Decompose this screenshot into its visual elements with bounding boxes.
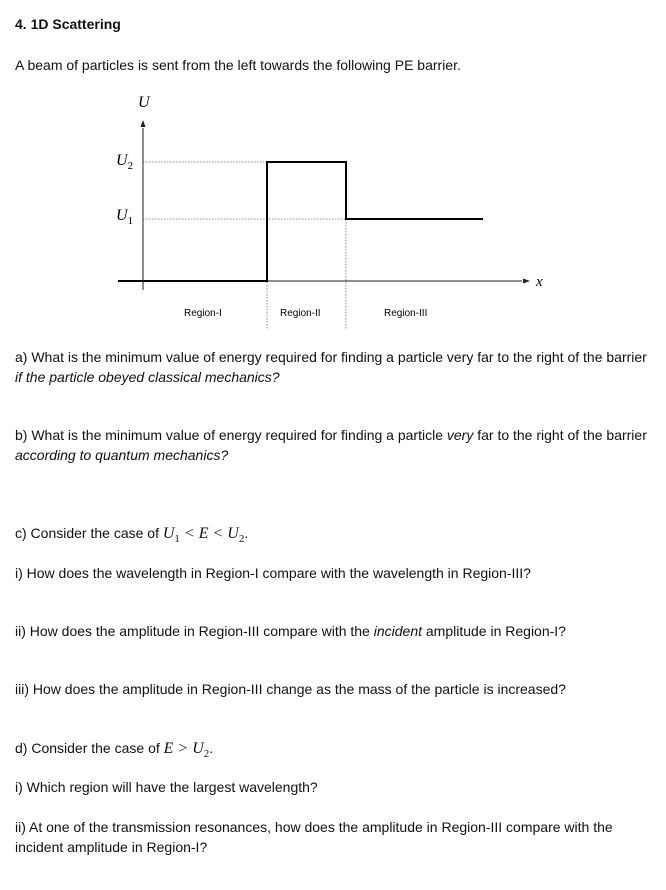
question-c-u1: U <box>162 525 175 542</box>
question-c-suffix: . <box>244 525 249 541</box>
section-heading: 4. 1D Scattering <box>15 16 121 32</box>
question-c-u1-sub: 1 <box>174 533 180 546</box>
region-label-2: Region-II <box>280 308 321 319</box>
u2-label <box>116 152 133 172</box>
question-b-text-1: b) What is the minimum value of energy required for finding a particle <box>15 427 447 443</box>
question-d-i: i) Which region will have the largest wavelength? <box>15 779 318 795</box>
question-a-text: a) What is the minimum value of energy required for finding a particle very far to the right of the barrier <box>15 349 647 365</box>
question-c-iii: iii) How does the amplitude in Region-III change as the mass of the particle is increased? <box>15 681 566 697</box>
question-d-u2-sub: 2 <box>203 748 210 761</box>
y-axis-label: U <box>138 94 150 111</box>
question-b-italic-1: very <box>446 427 474 443</box>
question-c-i: i) How does the wavelength in Region-I compare with the wavelength in Region-III? <box>15 565 531 581</box>
question-c <box>15 523 651 549</box>
x-axis-arrowhead <box>523 279 530 284</box>
question-b <box>15 425 651 465</box>
potential-profile <box>118 162 483 281</box>
question-c-u2: U <box>227 525 239 542</box>
u2-label-main: U <box>116 152 128 169</box>
potential-barrier-diagram <box>0 0 666 340</box>
u2-label-sub: 2 <box>127 160 134 172</box>
question-b-italic-2: according to quantum mechanics? <box>15 447 229 463</box>
question-d-suffix: . <box>209 740 214 756</box>
question-d-inequality: E > U <box>163 740 204 757</box>
question-d-condition <box>163 740 210 761</box>
question-b-text-2: far to the right of the barrier <box>473 427 647 443</box>
u1-label <box>116 207 133 227</box>
region-label-1: Region-I <box>184 308 222 319</box>
u1-label-sub: 1 <box>127 215 134 227</box>
question-c-prefix: c) Consider the case of <box>15 525 163 541</box>
question-a-italic: if the particle obeyed classical mechanics? <box>15 369 280 385</box>
intro-text: A beam of particles is sent from the left towards the following PE barrier. <box>15 57 461 73</box>
question-c-ii-italic: incident <box>373 623 422 639</box>
question-d-prefix: d) Consider the case of <box>15 740 164 756</box>
y-axis-arrowhead <box>141 120 146 127</box>
question-c-ii <box>15 621 651 641</box>
question-c-inequality: < E < <box>179 525 228 542</box>
question-d-ii: ii) At one of the transmission resonances, how does the amplitude in Region-III compare with the incident amplitude in Region-I? <box>15 819 613 855</box>
question-c-u2-sub: 2 <box>238 533 245 546</box>
question-d <box>15 738 651 764</box>
question-a <box>15 347 651 387</box>
x-axis-label: x <box>536 274 543 290</box>
u1-label-main: U <box>116 207 128 224</box>
question-c-ii-text-1: ii) How does the amplitude in Region-III compare with the <box>15 623 374 639</box>
region-label-3: Region-III <box>384 308 428 319</box>
question-c-ii-text-2: amplitude in Region-I? <box>422 623 566 639</box>
question-c-condition <box>162 525 245 546</box>
